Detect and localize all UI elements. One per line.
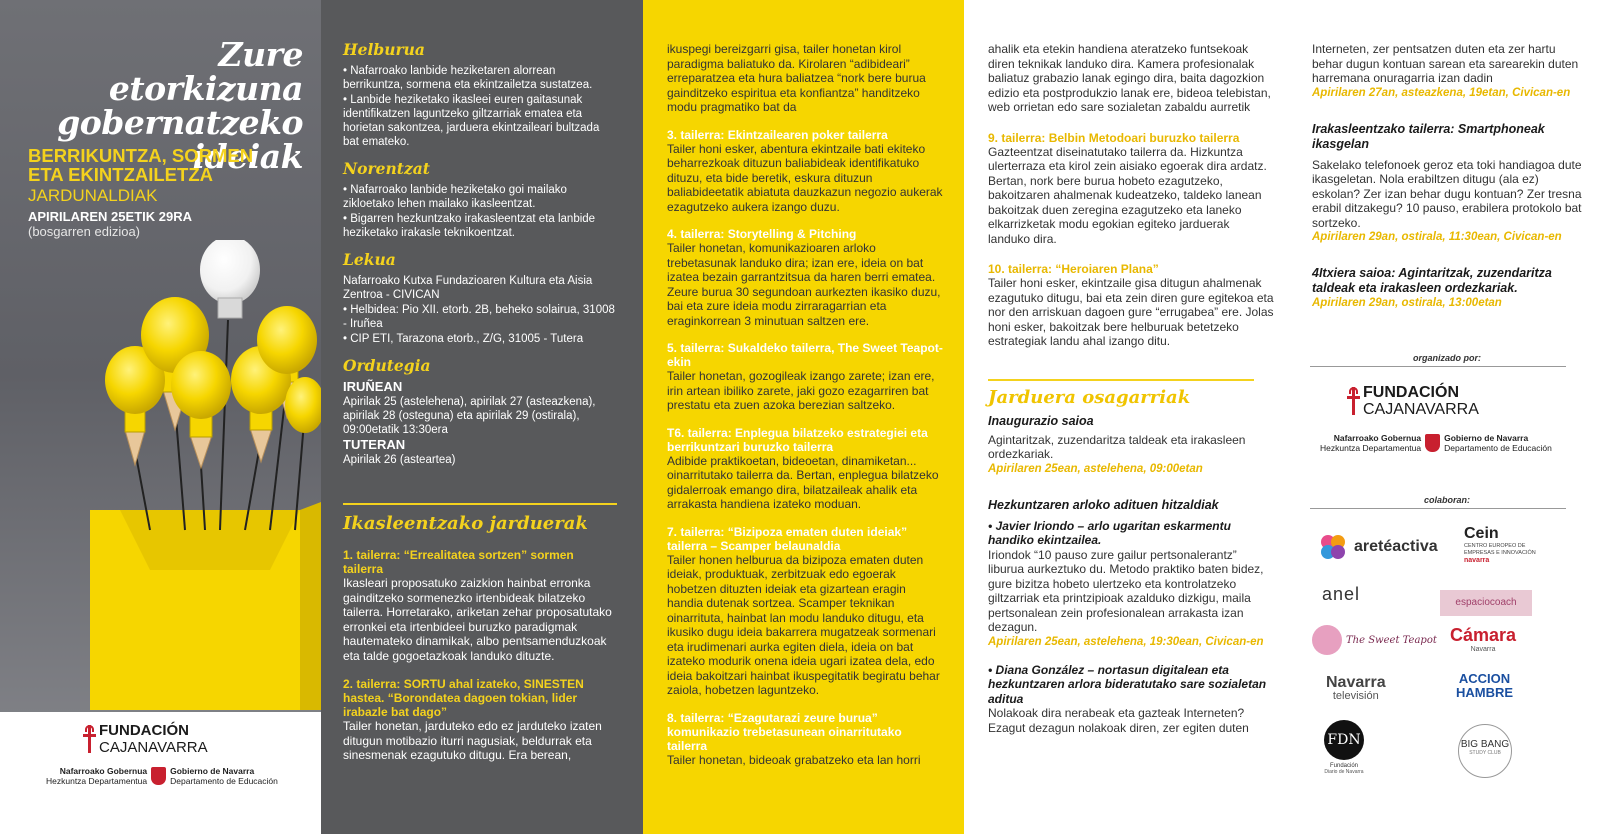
workshop-7-body: Tailer honen helburua da bizipoza ematen duten ideiak, produktuak, zerbitzuak edo egoerak hobetzen dituzten ideiak eta gizartean eragin handia dutenak sortzea. Scamper teknikan oinarrituta, hainbat lan modu landuko ditugu, eta ikusiko dugu ideia bakarrera mugatzeak sormenari eta irudimenari aurka egiten diela, ideia on bat izateko modurik onena ideia ugari izatea dela, edo ideia bakoitzari hainbat ikuspegitatik begiratu behar zaiola, hobetzen laguntzeko. [667,552,940,697]
gov-eu-line1: Nafarroako Gobernua [59,766,148,776]
camara-logo [1450,625,1516,653]
gov-es-line2: Departamento de Educación [170,776,278,786]
workshop-8-title: 8. tailerra: “Ezagutarazi zeure burua” komunikazio trebetasunean oinarritutako tailerra [667,710,902,753]
workshop-2-continued: ikuspegi bereizgarri gisa, tailer honetan kirol paradigma baliatuko da. Kirolaren “adibideari” erreparatzea eta hura baliatzea “nork bere burua gainditzeko espiritua eta konfiantza” handitzeko modu pragmatiko bat da [667,42,926,114]
fundacion-logo [1352,384,1479,418]
navarra-crest-icon [1425,434,1440,452]
iruna-schedule: Apirilak 25 (astelehena), apirilak 27 (asteazkena), apirilak 28 (osteguna) eta apirilak 29 (ostirala), 09:00etatik 13:30era [343,396,596,436]
fdn-logo [1324,720,1364,775]
divider [988,379,1254,381]
divider [343,503,617,505]
workshop-8-body: Tailer honetan, bideoak grabatzeko eta lan horri [667,752,921,767]
helburua-heading: Helburua [343,40,425,59]
cover-edition: (bosgarren edizioa) [28,224,141,239]
camara-text: Cámara [1450,625,1517,645]
gov-eu-line2: Hezkuntza Departamentua [1320,443,1422,453]
inaugurazio-date: Apirilaren 25ean, astelehena, 09:00etan [988,462,1203,475]
fundacion-logo-icon [88,725,91,753]
cover-title: Zure etorkizuna gobernatzeko ideiak [57,35,303,176]
workshop-5-body: Tailer honetan, gozogileak izango zarete; izan ere, irin artean ibiliko zarete, jaki gozo ezagarriren bat prestatu eta zuen azoka berezian saltzeko. [667,369,935,412]
cover-dates: APIRILAREN 25ETIK 29RA [28,209,192,224]
workshop-10-title: 10. tailerra: “Heroiaren Plana” [988,262,1159,276]
norentzat-heading: Norentzat [343,159,430,178]
closing-date: Apirilaren 29an, ostirala, 13:00etan [1312,297,1502,309]
fundacion-logo-line2: CAJANAVARRA [99,739,208,756]
iruna-label: IRUÑEAN [343,379,403,394]
workshop-1-title: 1. tailerra: “Errealitatea sortzen” sormen tailerra [343,548,574,576]
organized-label: organizado por: [1413,353,1481,363]
osagarri-heading: Jarduera osagarriak [988,386,1191,408]
areteactiva-text: aretéactiva [1354,538,1438,555]
anel-logo: anel [1322,584,1361,604]
divider [1310,366,1566,367]
cover-subtitle-2: JARDUNALDIAK [28,186,158,205]
ordutegia-heading: Ordutegia [343,356,431,375]
gov-eu-line1: Nafarroako Gobernua [1333,433,1422,443]
gov-eu-line2: Hezkuntza Departamentua [46,776,148,786]
closing-title: 4Itxiera saioa: Agintaritzak, zuzendaritza taldeak eta irakasleen ordezkariak. [1312,266,1552,295]
hitzaldi-title: Hezkuntzaren arloko adituen hitzaldiak [988,497,1219,512]
lekua-item: • Helbidea: Pio XII. etorb. 2B, beheko solairua, 31008 - Iruñea [343,304,615,330]
camara-subtext: Navarra [1470,646,1496,653]
speaker-1-date: Apirilaren 25ean, astelehena, 19:30ean, Civican-en [988,635,1264,648]
collab-label: colaboran: [1423,495,1470,505]
navarra-tv-text: Navarra [1326,674,1386,691]
workshop-2-body: Tailer honetan, jarduteko edo ez jarduteko izaten ditugun motibazio iturri nagusiak, beldurrak eta sinesmenak ezagutuko ditugu. Era berean, [343,719,602,762]
workshop-10-body: Tailer honi esker, ekintzaile gisa ditugun ahalmenak ezagutuko ditugu, bai eta zein diren gure egitekoa eta nor den arriskuan dagoen gure “errugabea” ere. Jolas honi esker, bakoitzak bere helburuak betetzeko estrategiak landu ahal izango ditu. [988,276,1274,348]
workshop-3-body: Tailer honi esker, abentura ekintzaile bati ekiteko beharrezkoak dituzun baliabideak identifikatuko dituzu, eta bide beretik, eskura dituzun baliabideetatik abiatuta dauzkazun negozio aukerak ezagutzeko aukera izango duzu. [667,141,943,214]
workshop-8-continued: ahalik eta etekin handiena ateratzeko funtsekoak diren teknikak landuko dira. Kamera profesionalak baliatuz grabazio lanak egingo dira, baita dagozkion edizio eta postprodukzio lanak ere, bideoa telebistan, web orrietan edo sare sozialetan zabaldu aurretik [988,42,1271,114]
workshops-panel [643,0,964,834]
gobierno-logo [1320,433,1552,453]
speaker-2-title: • Diana González – nortasun digitalean eta hezkuntzaren arlora bideratutako sare sozialetan aditua [988,662,1267,706]
speaker-2-date: Apirilaren 27an, asteazkena, 19etan, Civican-en [1312,86,1571,99]
speaker-1-body: Iriondok “10 pauso zure gailur pertsonalerantz” liburua aurkeztuko du. Metodo praktiko baten bidez, gure bizitza hobeto ulertzeko eta kontrolatzeko giltzarriak eta printzipioak azalduko dizkigu, maila pertsonalean zein profesionalean arrakasta izan dezagun. [988,547,1264,634]
lekua-item: • CIP ETI, Tarazona etorb., Z/G, 31005 - Tutera [343,333,584,345]
teachers-workshop-date: Apirilaren 29an, ostirala, 11:30ean, Civican-en [1312,231,1562,243]
bigbang-text: BIG BANG [1460,739,1510,750]
gov-es-line1: Gobierno de Navarra [1444,433,1529,443]
inaugurazio-title: Inaugurazio saioa [988,413,1094,428]
gov-es-line2: Departamento de Educación [1444,443,1552,453]
cein-subtext-2: navarra [1464,557,1490,564]
lightbulb-pencils-illustration [0,240,321,720]
fdn-subtext: Fundación [1329,763,1359,769]
fundacion-logo-line1: FUNDACIÓN [1363,384,1459,401]
cover-panel [0,0,321,834]
activities-panel [964,0,1294,834]
lekua-heading: Lekua [343,250,396,269]
helburua-item: • Nafarroako lanbide heziketaren alorrean berrikuntza, sormena eta ekintzailetza sustatzea. [343,65,593,91]
norentzat-item: • Bigarren hezkuntzako irakasleentzat eta lanbide heziketako irakasle teknikoentzat. [343,213,596,239]
teachers-workshop-body: Sakelako telefonoek geroz eta toki handiagoa dute ikasgeletan. Nola erabiltzen ditugu (ala ez) eskolan? Zer izan behar dugu kontuan? Zer tresna erabil ditzakegu? 10 pauso, erabilera protokolo bat sortzeko. [1312,157,1582,230]
accion-text: ACCION [1458,671,1511,686]
sweet-teapot-logo [1312,625,1437,655]
norentzat-item: • Nafarroako lanbide heziketako goi mailako zikloetako lehen mailako ikasleentzat. [343,184,567,210]
bigbang-subtext: STUDY CLUB [1469,750,1501,756]
divider [1310,508,1566,509]
fundacion-logo [88,722,208,756]
workshop-1-body: Ikasleari proposatuko zaizkion hainbat erronka gainditzeko sormenezko irtenbideak bilatzeko tailerra. Horretarako, ariketan zehar proposatutako erronkei eta irtenbideei buruzko paradigmak hautemateko dinamikak, albo pentsamenduzkoak eta talde gogoetazkoak landuko dituzte. [343,576,612,663]
workshop-6-body: Adibide praktikoetan, bideoetan, dinamiketan... oinarritutako tailerra da. Bertan, enplegua bilatzeko gidalerroak emango dira, bilatzaileak ahalik eta arrakasta handiena izateko moduan. [667,453,939,511]
tutera-schedule: Apirilak 26 (asteartea) [343,454,456,466]
teachers-workshop-title: Irakasleentzako tailerra: Smartphoneak ikasgelan [1312,121,1545,151]
speaker-2-body: Nolakoak dira nerabeak eta gazteak Interneten? Ezagut dezagun nolakoak diren, zer egiten duten [988,706,1249,735]
fundacion-logo-line2: CAJANAVARRA [1363,401,1479,418]
helburua-item: • Lanbide heziketako ikasleei euren gaitasunak identifikatzen laguntzeko giltzarriak ematea eta horietan sakontzea, jarduera ekintzaileari bultzada bat emateko. [343,94,600,148]
cein-logo [1464,525,1554,564]
workshop-5-title: 5. tailerra: Sukaldeko tailerra, The Sweet Teapot-ekin [667,341,943,369]
gobierno-logo [46,766,278,786]
teapot-icon [1312,625,1342,655]
workshop-4-body: Tailer honetan, komunikazioaren arloko trebetasunak landuko dira; izan ere, ideia on bat izatea bezain garrantzitsua da haren berri ematea. Zeure burua 30 segundoan aurkezten ikasiko duzu, bai eta zure ideia modu zirraragarrian eta eraginkorrean 3 minutuan saltzen ere. [667,241,941,328]
hambre-text: HAMBRE [1456,685,1514,700]
areteactiva-icon [1318,532,1348,562]
cein-text: Cein [1464,525,1499,542]
workshop-2-title: 2. tailerra: SORTU ahal izateko, SINESTEN hastea. “Borondatea dagoen tokian, lider irabazle bat dago” [343,677,584,719]
ikasle-heading: Ikasleentzako jarduerak [343,513,588,534]
fundacion-logo-icon [1352,387,1355,415]
workshop-3-title: 3. tailerra: Ekintzailearen poker tailerra [667,127,888,142]
workshop-6-title: T6. tailerra: Enplegua bilatzeko estrategiei eta berrikuntzari buruzko tailerra [667,425,928,454]
info-panel [321,0,643,834]
cover-logo-block [0,712,321,834]
workshop-4-title: 4. tailerra: Storytelling & Pitching [667,227,857,241]
workshop-9-title: 9. tailerra: Belbin Metodoari buruzko tailerra [988,130,1240,145]
speaker-1-title: • Javier Iriondo – arlo ugaritan eskarmentu handiko ekintzailea. [988,518,1231,547]
bigbang-logo [1458,724,1512,778]
sweet-teapot-text: The Sweet Teapot [1346,634,1437,646]
fdn-subtext-2: Diario de Navarra [1324,769,1364,775]
workshop-7-title: 7. tailerra: “Bizipoza ematen duten ideiak” tailerra – Scamper belaunaldia [667,524,908,553]
cein-subtext: CENTRO EUROPEO DE EMPRESAS E INNOVACIÓN [1464,543,1536,556]
areteactiva-logo [1318,532,1438,562]
espaciocoach-logo: espaciocoach [1440,590,1532,616]
speaker-2-continued: Interneten, zer pentsatzen duten eta zer hartu behar dugun kontuan sarean eta sarearekin duten harremana onuragarria izan dadin [1312,42,1579,85]
tutera-label: TUTERAN [343,437,406,452]
inaugurazio-body: Agintaritzak, zuzendaritza taldeak eta irakasleen ordezkariak. [988,432,1246,461]
cover-subtitle: BERRIKUNTZA, SORMEN ETA EKINTZAILETZA [28,145,254,185]
workshop-9-body: Gazteentzat diseinatutako tailerra da. Hizkuntza ulerterraza eta kirol zein aisiako egoerak dira ardatz. Bertan, nork bere burua hobeto ezagutzeko, bakoitzaren ahalmenak kudeatzeko, taldeko lanean bakoitzak duen zeregina ezagutzeko eta laneko elkarrizketak modu egokian egiteko jarduerak landuko dira. [988,144,1267,246]
navarra-tv-subtext: televisión [1332,690,1379,702]
navarra-crest-icon [151,767,166,785]
navarra-tv-logo [1326,674,1386,702]
lekua-item: Nafarroako Kutxa Fundazioaren Kultura eta Aisia Zentroa - CIVICAN [343,275,593,301]
fundacion-logo-line1: FUNDACIÓN [99,722,189,739]
gov-es-line1: Gobierno de Navarra [170,766,255,776]
sponsors-panel [1294,0,1600,834]
fdn-text: FDN [1324,720,1364,760]
accion-hambre-logo [1456,672,1513,700]
